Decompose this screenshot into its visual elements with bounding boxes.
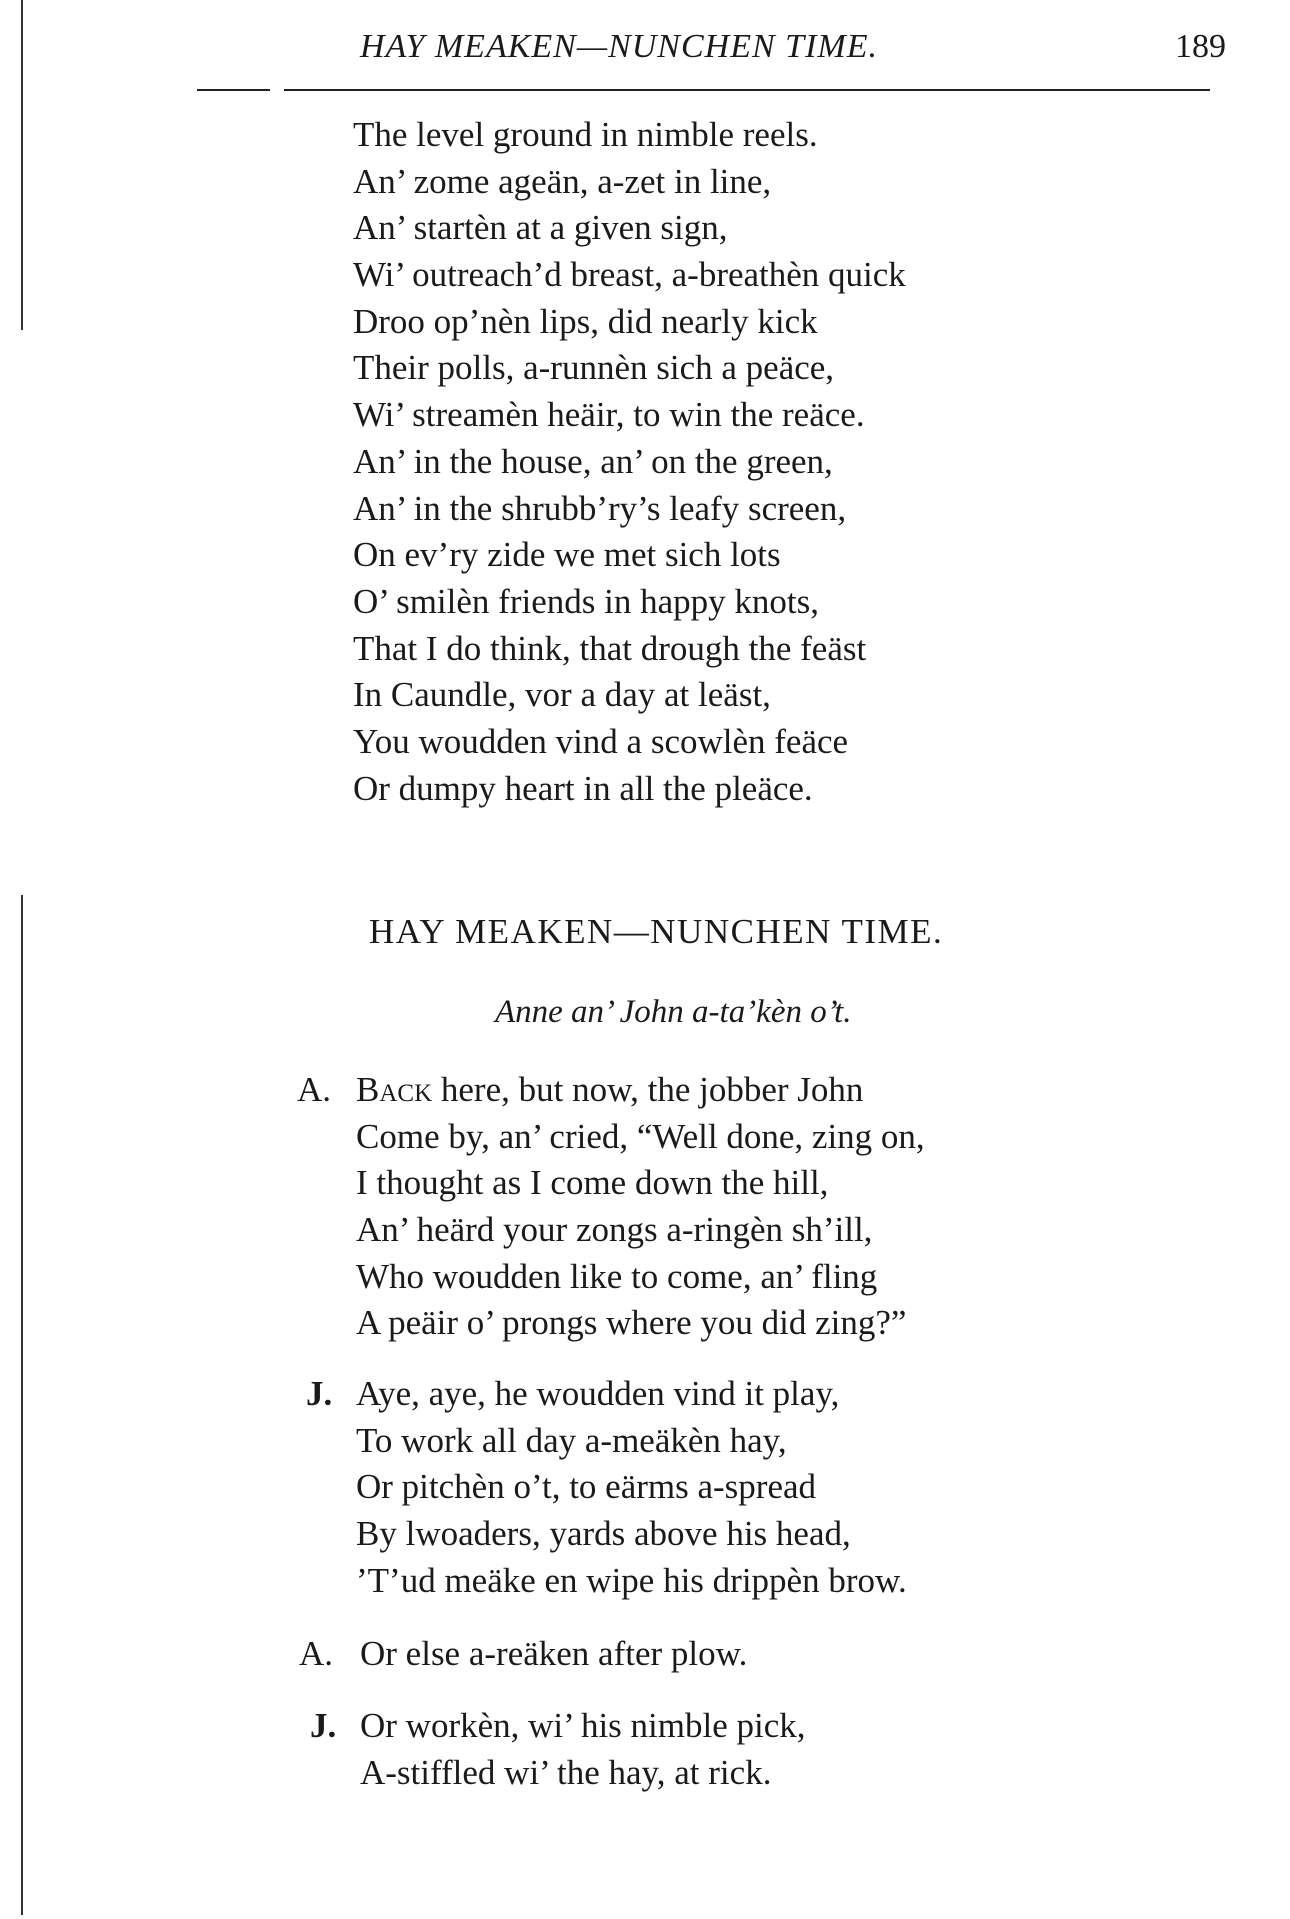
stanza <box>356 1371 907 1604</box>
speaker-label: A. <box>297 1070 332 1109</box>
verse-line: You woudden vind a scowlèn feäce <box>353 721 849 761</box>
verse-line: Or workèn, wi’ his nimble pick, <box>360 1706 806 1745</box>
header-rule-gap <box>270 86 284 92</box>
verse-line: That I do think, that drough the feäst <box>353 628 867 668</box>
verse-line: Or pitchèn o’t, to eärms a-spread <box>356 1467 817 1507</box>
first-word: Back <box>356 1070 433 1109</box>
verse-line: ’T’ud meäke en wipe his drippèn brow. <box>356 1560 907 1600</box>
header-rule <box>197 89 1210 91</box>
stanza <box>360 1631 747 1678</box>
verse-line: An’ heärd your zongs a-ringèn sh’ill, <box>356 1210 873 1250</box>
verse-line: Or else a-reäken after plow. <box>360 1634 748 1673</box>
verse-line: A peäir o’ prongs where you did zing?” <box>356 1303 907 1343</box>
verse-line: Wi’ outreach’d breast, a-breathèn quick <box>353 255 906 295</box>
scan-margin-line <box>21 0 23 330</box>
verse-line: Or dumpy heart in all the pleäce. <box>353 768 813 808</box>
poem-title: HAY MEAKEN—NUNCHEN TIME. <box>369 912 944 951</box>
verse-line: In Caundle, vor a day at leäst, <box>353 675 771 715</box>
running-head: HAY MEAKEN—NUNCHEN TIME. <box>360 28 878 65</box>
speaker-label: J. <box>310 1706 337 1745</box>
verse-line: Wi’ streamèn heäir, to win the reäce. <box>353 395 865 435</box>
verse-line: An’ in the house, an’ on the green, <box>353 441 833 481</box>
verse-line: The level ground in nimble reels. <box>353 115 818 154</box>
verse-line: An’ in the shrubb’ry’s leafy screen, <box>353 488 847 528</box>
verse-line: Who woudden like to come, an’ fling <box>356 1256 878 1296</box>
verse-line: An’ startèn at a given sign, <box>353 208 728 248</box>
stanza <box>356 1067 925 1347</box>
previous-poem-lines <box>353 112 906 812</box>
verse-line: I thought as I come down the hill, <box>356 1163 829 1203</box>
verse-line: Droo op’nèn lips, did nearly kick <box>353 301 818 341</box>
verse-line: To work all day a-meäkèn hay, <box>356 1420 787 1460</box>
page-number: 189 <box>1175 28 1226 65</box>
verse-line: An’ zome ageän, a-zet in line, <box>353 161 772 201</box>
verse-line: Aye, aye, he woudden vind it play, <box>356 1374 840 1413</box>
verse-line: On ev’ry zide we met sich lots <box>353 535 781 575</box>
stanza <box>360 1703 806 1796</box>
verse-line-text: here, but now, the jobber John <box>432 1070 864 1109</box>
verse-line: Come by, an’ cried, “Well done, zing on, <box>356 1116 925 1156</box>
speaker-label: A. <box>299 1634 334 1673</box>
scan-margin-line <box>21 895 23 1915</box>
poem-subtitle: Anne an’ John a-ta’kèn o’t. <box>495 994 852 1030</box>
verse-line: A-stiffled wi’ the hay, at rick. <box>360 1752 772 1792</box>
speaker-label: J. <box>306 1374 333 1413</box>
verse-line: Their polls, a-runnèn sich a peäce, <box>353 348 835 388</box>
verse-line <box>356 1067 925 1114</box>
verse-line: O’ smilèn friends in happy knots, <box>353 581 819 621</box>
verse-line: By lwoaders, yards above his head, <box>356 1514 851 1554</box>
